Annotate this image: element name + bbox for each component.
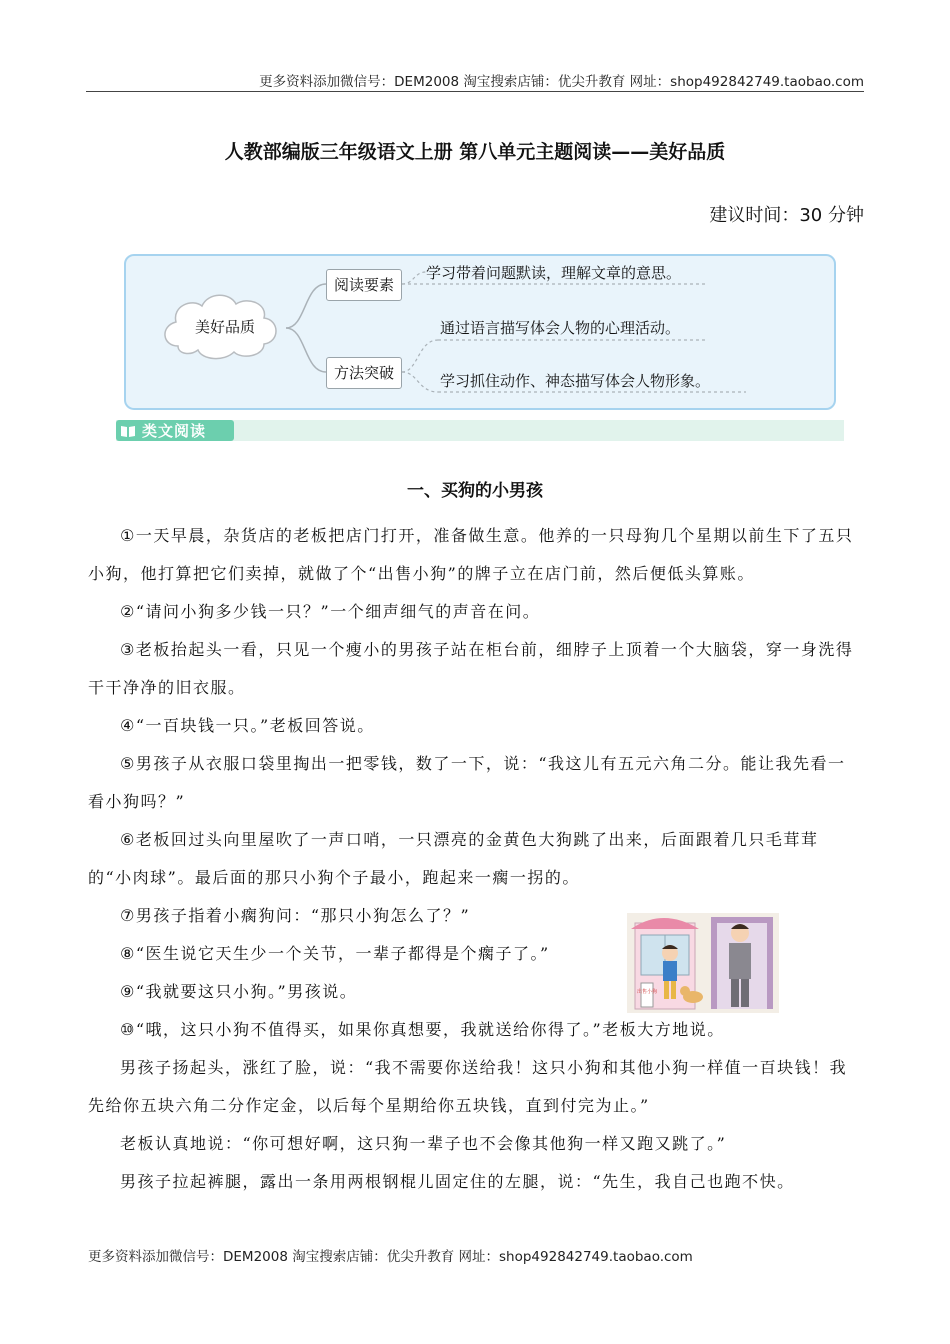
paragraph: ③老板抬起头一看，只见一个瘦小的男孩子站在柜台前，细脖子上顶着一个大脑袋，穿一身洗得干干净净的旧衣服。 [88, 640, 854, 697]
branch-item-1: 学习带着问题默读，理解文章的意思。 [426, 264, 682, 282]
page-title: 人教部编版三年级语文上册 第八单元主题阅读——美好品质 [224, 141, 726, 163]
branch-item-3: 学习抓住动作、神态描写体会人物形象。 [440, 372, 711, 390]
paragraph: ⑦男孩子指着小瘸狗问：“那只小狗怎么了？” [120, 906, 471, 925]
paragraph: ①一天早晨，杂货店的老板把店门打开，准备做生意。他养的一只母狗几个星期以前生下了五只小狗，他打算把它们卖掉，就做了个“出售小狗”的牌子立在店门前，然后便低头算账。 [88, 526, 854, 583]
paragraph: ⑨“我就要这只小狗。”男孩说。 [120, 982, 358, 1001]
header-note: 更多资料添加微信号：DEM2008 淘宝搜索店铺：优尖升教育 网址：shop492842749.taobao.com [259, 74, 864, 90]
mind-map-center: 美好品质 [194, 318, 255, 336]
paragraph: ⑥老板回过头向里屋吹了一声口哨，一只漂亮的金黄色大狗跳了出来，后面跟着几只毛茸茸的“小肉球”。最后面的那只小狗个子最小，跑起来一瘸一拐的。 [88, 830, 819, 887]
section-tag [116, 420, 234, 441]
paragraph: 男孩子拉起裤腿，露出一条用两根钢棍儿固定住的左腿，说：“先生，我自己也跑不快。 [120, 1172, 795, 1191]
paragraph: ⑤男孩子从衣服口袋里掏出一把零钱，数了一下，说：“我这儿有五元六角二分。能让我先看一看小狗吗？” [88, 754, 846, 811]
paragraph: ⑧“医生说它天生少一个关节，一辈子都得是个瘸子了。” [120, 944, 550, 963]
shop-sign: 出售小狗 [636, 989, 658, 995]
story-body [88, 517, 858, 1201]
suggested-time: 建议时间：30 分钟 [709, 205, 864, 226]
paragraph: ②“请问小狗多少钱一只？”一个细声细气的声音在问。 [120, 602, 541, 621]
section-label: 类文阅读 [142, 422, 207, 440]
paragraph: 老板认真地说：“你可想好啊，这只狗一辈子也不会像其他狗一样又跑又跳了。” [120, 1134, 727, 1153]
story-illustration [627, 913, 779, 1013]
footer-note: 更多资料添加微信号：DEM2008 淘宝搜索店铺：优尖升教育 网址：shop492842749.taobao.com [88, 1249, 693, 1265]
paragraph: ⑩“哦，这只小狗不值得买，如果你真想要，我就送给你得了。”老板大方地说。 [120, 1020, 725, 1039]
branch-reading-elements: 阅读要素 [326, 269, 402, 301]
branch-item-2: 通过语言描写体会人物的心理活动。 [440, 319, 681, 337]
mind-map [124, 254, 836, 410]
paragraph: 男孩子扬起头，涨红了脸，说：“我不需要你送给我！这只小狗和其他小狗一样值一百块钱！我先给你五块六角二分作定金，以后每个星期给你五块钱，直到付完为止。” [88, 1058, 848, 1115]
branch-method-breakthrough: 方法突破 [326, 357, 402, 389]
book-icon [120, 424, 136, 438]
story-title: 一、买狗的小男孩 [407, 481, 543, 501]
paragraph: ④“一百块钱一只。”老板回答说。 [120, 716, 375, 735]
header-rule [86, 91, 864, 92]
section-bar [116, 420, 844, 441]
